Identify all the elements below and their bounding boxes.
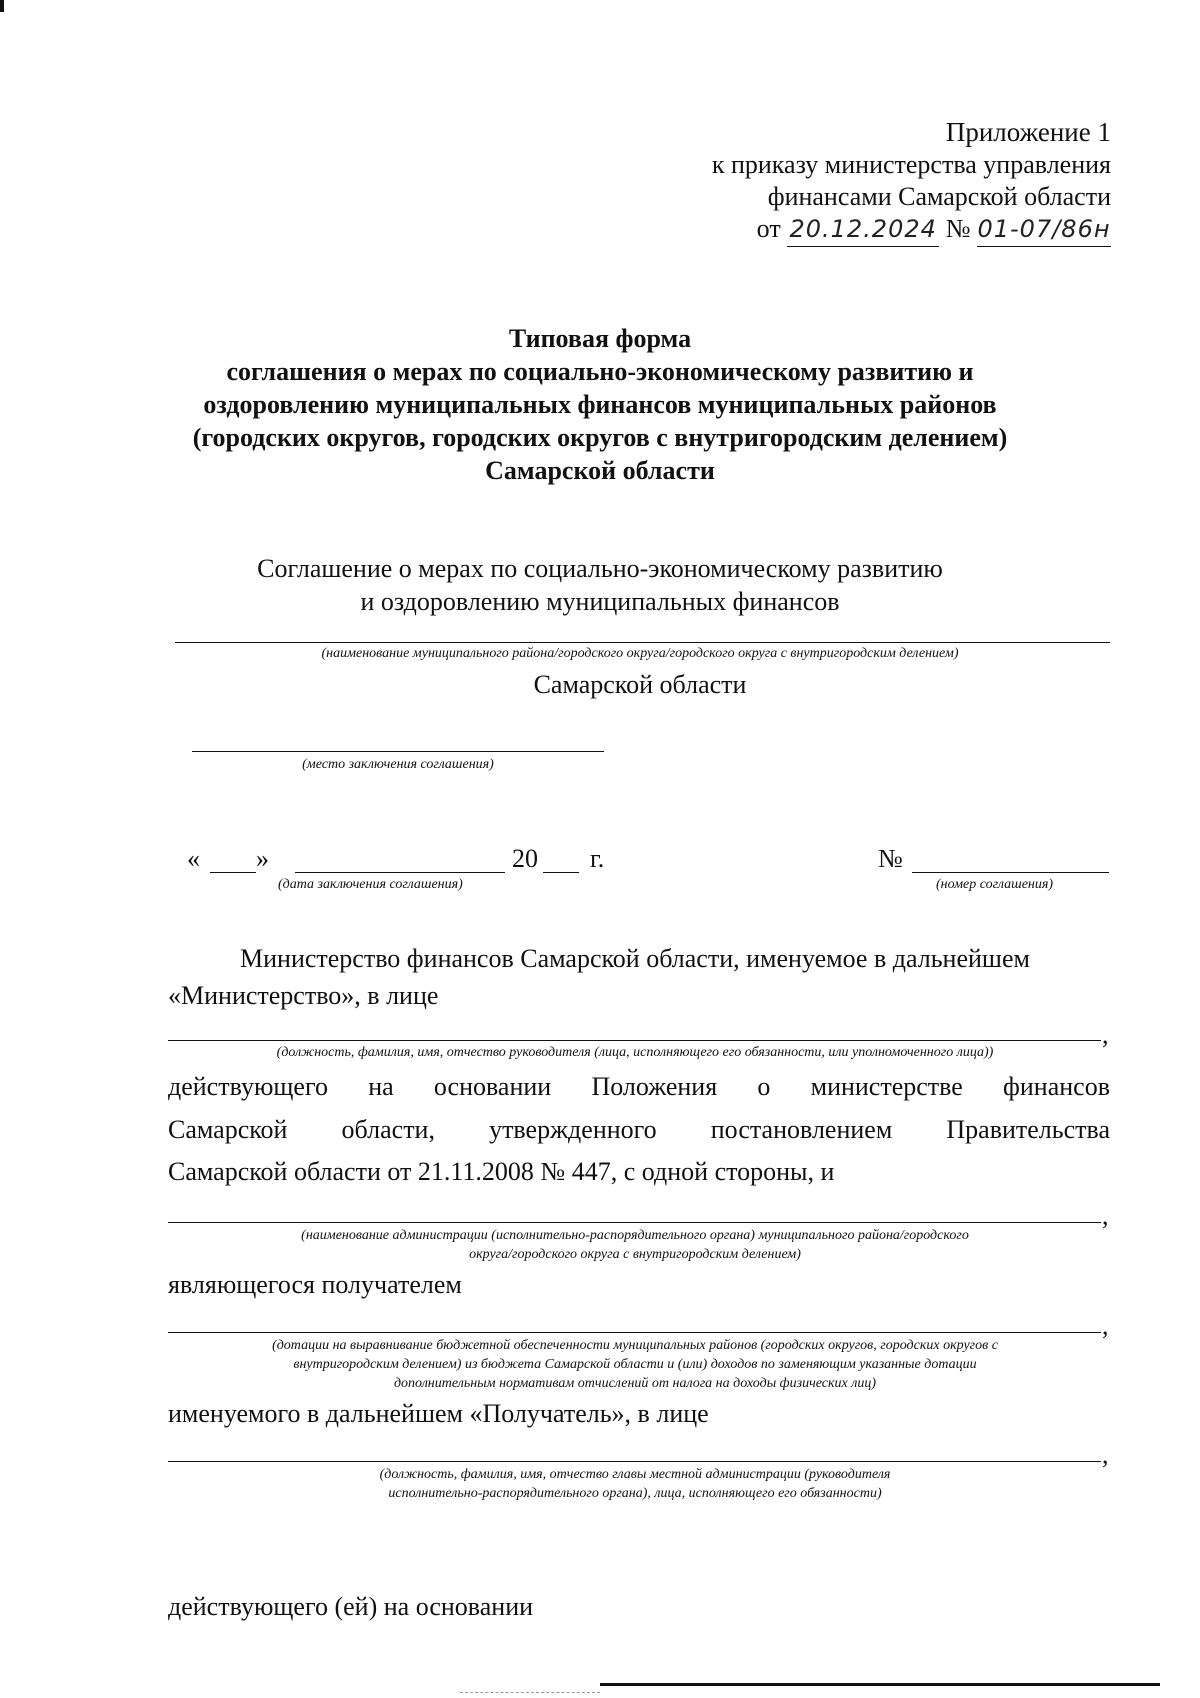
chief-caption-1: (должность, фамилия, имя, отчество главы местной администрации (руководителя (379, 1467, 891, 1482)
title-line-4: (городских округов, городских округов с внутригородским делением) (192, 423, 1008, 452)
year-prefix: 20 (512, 844, 538, 873)
grant-caption-1: (дотации на выравнивание бюджетной обеспеченности муниципальных районов (городских округов, городских округов с (272, 1338, 998, 1353)
place-line (192, 751, 604, 752)
ministry-line: финансами Самарской области (767, 182, 1111, 211)
admin-comma: , (1102, 1201, 1109, 1230)
title-line-1: Типовая форма (508, 324, 692, 353)
admin-line (168, 1222, 1101, 1223)
chief-comma: , (1102, 1440, 1109, 1469)
year-suffix: г. (590, 844, 605, 873)
title-line-5: Самарской области (485, 456, 715, 485)
month-line (295, 872, 505, 873)
p2-line-1: действующего на основании Положения о министерстве финансов (168, 1072, 1110, 1101)
scan-corner-mark (0, 0, 4, 12)
order-date-number-line (511, 212, 1111, 247)
grant-line (168, 1332, 1101, 1333)
place-caption: (место заключения соглашения) (302, 757, 494, 772)
subtitle-line-2: и оздоровлению муниципальных финансов (360, 587, 840, 616)
p1-line-2: «Министерство», в лице (168, 981, 439, 1010)
head-comma: , (1102, 1020, 1109, 1049)
p3-line: являющегося получателем (168, 1270, 462, 1299)
title-line-2: соглашения о мерах по социально-экономическому развитию и (226, 357, 974, 386)
handwritten-date: 20.12.2024 (787, 212, 939, 247)
from-label: от (756, 214, 781, 243)
year-line (543, 872, 579, 873)
chief-line (168, 1461, 1101, 1462)
admin-caption-1: (наименование администрации (исполнительно-распорядительного органа) муниципального района/городского (301, 1228, 969, 1243)
number-label: № (945, 214, 971, 243)
day-line (210, 872, 256, 873)
head-line (168, 1040, 1101, 1041)
quote-open: « (187, 844, 200, 873)
head-caption: (должность, фамилия, имя, отчество руководителя (лица, исполняющего его обязанности, или уполномоченного лица)) (276, 1045, 994, 1060)
municipality-caption: (наименование муниципального района/городского округа/городского округа с внутригородским делением) (321, 646, 959, 661)
agreement-number-sign: № (878, 844, 903, 873)
title-line-3: оздоровлению муниципальных финансов муниципальных районов (203, 390, 997, 419)
p1-line-1: Министерство финансов Самарской области, именуемое в дальнейшем (240, 944, 1030, 973)
scan-bottom-dots (460, 1692, 600, 1693)
subtitle-line-1: Соглашение о мерах по социально-экономическому развитию (257, 554, 943, 583)
admin-caption-2: округа/городского округа с внутригородским делением) (469, 1247, 801, 1262)
municipality-line (175, 642, 1110, 643)
p5-line: действующего (ей) на основании (168, 1592, 534, 1621)
number-caption: (номер соглашения) (936, 877, 1054, 892)
agreement-number-line (912, 872, 1109, 873)
p4-line: именуемого в дальнейшем «Получатель», в лице (168, 1399, 709, 1428)
grant-comma: , (1102, 1311, 1109, 1340)
p2-line-2: Самарской области, утвержденного постановлением Правительства (168, 1115, 1110, 1144)
order-ref-line: к приказу министерства управления (711, 150, 1111, 179)
scan-bottom-edge (600, 1683, 1160, 1686)
grant-caption-3: дополнительным нормативам отчислений от налога на доходы физических лиц) (393, 1376, 877, 1391)
handwritten-number: 01-07/86н (977, 212, 1111, 247)
quote-close: » (256, 844, 269, 873)
chief-caption-2: исполнительно-распорядительного органа), лица, исполняющего его обязанности) (388, 1486, 882, 1501)
region-label: Самарской области (533, 670, 747, 699)
p2-line-3: Самарской области от 21.11.2008 № 447, с одной стороны, и (168, 1157, 835, 1186)
appendix-label: Приложение 1 (945, 117, 1111, 147)
date-caption: (дата заключения соглашения) (278, 877, 463, 892)
grant-caption-2: внутригородским делением) из бюджета Самарской области и (или) доходов по заменяющим указанные дотации (293, 1357, 977, 1372)
